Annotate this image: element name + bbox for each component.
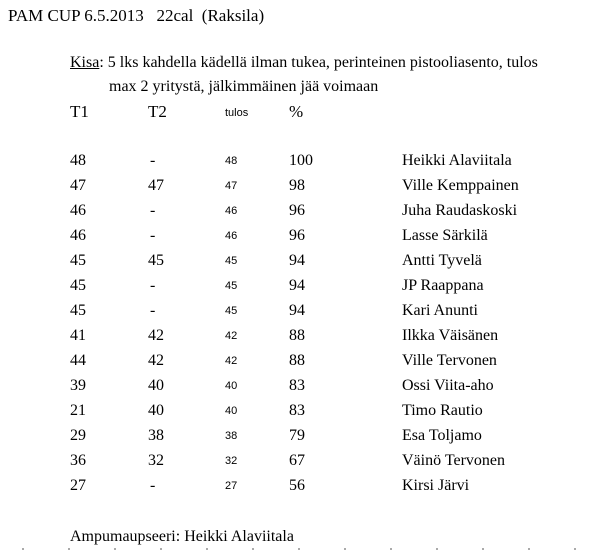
cell-t2: 38 bbox=[148, 427, 164, 444]
cell-tulos: 48 bbox=[225, 155, 238, 167]
cell-t2: - bbox=[150, 227, 156, 244]
cell-t1: 29 bbox=[70, 427, 86, 444]
cell-t2: - bbox=[150, 477, 156, 494]
cell-percent: 56 bbox=[289, 477, 305, 494]
cell-t1: 47 bbox=[70, 177, 86, 194]
cell-tulos: 45 bbox=[225, 305, 238, 317]
table-row bbox=[0, 227, 604, 252]
table-row bbox=[0, 452, 604, 477]
cell-percent: 96 bbox=[289, 227, 305, 244]
cell-t1: 39 bbox=[70, 377, 86, 394]
cell-t1: 45 bbox=[70, 252, 86, 269]
cell-t2: - bbox=[150, 277, 156, 294]
cell-percent: 94 bbox=[289, 302, 305, 319]
cell-name: Ilkka Väisänen bbox=[402, 327, 499, 344]
competition-label: Kisa bbox=[70, 54, 100, 71]
cell-name: Väinö Tervonen bbox=[402, 452, 505, 469]
cell-name: Heikki Alaviitala bbox=[402, 152, 512, 169]
header-percent: % bbox=[289, 102, 304, 121]
document-title: PAM CUP 6.5.2013 22cal (Raksila) bbox=[8, 6, 265, 25]
cell-tulos: 45 bbox=[225, 280, 238, 292]
table-row bbox=[0, 202, 604, 227]
cell-t2: 45 bbox=[148, 252, 164, 269]
cell-t1: 45 bbox=[70, 302, 86, 319]
cell-t1: 45 bbox=[70, 277, 86, 294]
cell-name: Ville Kemppainen bbox=[402, 177, 519, 194]
cell-t2: - bbox=[150, 202, 156, 219]
cell-tulos: 38 bbox=[225, 430, 238, 442]
cell-name: Juha Raudaskoski bbox=[402, 202, 518, 219]
competition-description-line2: max 2 yritystä, jälkimmäinen jää voimaan bbox=[109, 78, 379, 95]
cell-tulos: 32 bbox=[225, 455, 238, 467]
cell-t1: 27 bbox=[70, 477, 86, 494]
cell-name: Kari Anunti bbox=[402, 302, 478, 319]
cell-t1: 46 bbox=[70, 227, 86, 244]
cell-name: Kirsi Järvi bbox=[402, 477, 470, 494]
cell-t1: 44 bbox=[70, 352, 86, 369]
cell-percent: 83 bbox=[289, 377, 305, 394]
cell-t1: 48 bbox=[70, 152, 86, 169]
table-row bbox=[0, 277, 604, 302]
cell-percent: 79 bbox=[289, 427, 305, 444]
cell-name: Lasse Särkilä bbox=[402, 227, 488, 244]
cell-tulos: 42 bbox=[225, 330, 238, 342]
cell-tulos: 47 bbox=[225, 180, 238, 192]
cell-tulos: 40 bbox=[225, 405, 238, 417]
competition-description bbox=[70, 54, 538, 72]
cell-name: Timo Rautio bbox=[402, 402, 483, 419]
cell-t1: 21 bbox=[70, 402, 86, 419]
table-row bbox=[0, 327, 604, 352]
header-tulos: tulos bbox=[225, 107, 249, 119]
cell-t1: 46 bbox=[70, 202, 86, 219]
cell-name: JP Raappana bbox=[402, 277, 484, 294]
table-row bbox=[0, 427, 604, 452]
cell-percent: 94 bbox=[289, 277, 305, 294]
cell-name: Antti Tyvelä bbox=[402, 252, 482, 269]
cell-tulos: 40 bbox=[225, 380, 238, 392]
cell-percent: 98 bbox=[289, 177, 305, 194]
cell-t1: 36 bbox=[70, 452, 86, 469]
cell-percent: 94 bbox=[289, 252, 305, 269]
table-row bbox=[0, 377, 604, 402]
cell-tulos: 46 bbox=[225, 230, 238, 242]
cell-percent: 83 bbox=[289, 402, 305, 419]
cell-name: Esa Toljamo bbox=[402, 427, 482, 444]
table-row bbox=[0, 152, 604, 177]
range-officer: Ampumaupseeri: Heikki Alaviitala bbox=[70, 528, 294, 545]
cell-t1: 41 bbox=[70, 327, 86, 344]
cell-tulos: 27 bbox=[225, 480, 238, 492]
cell-tulos: 45 bbox=[225, 255, 238, 267]
cell-name: Ossi Viita-aho bbox=[402, 377, 494, 394]
cell-t2: 42 bbox=[148, 352, 164, 369]
table-row bbox=[0, 177, 604, 202]
cell-t2: - bbox=[150, 302, 156, 319]
cell-percent: 88 bbox=[289, 327, 305, 344]
cell-t2: 47 bbox=[148, 177, 164, 194]
cell-t2: 32 bbox=[148, 452, 164, 469]
table-row bbox=[0, 477, 604, 502]
header-t2: T2 bbox=[148, 102, 167, 121]
competition-description-line1: : 5 lks kahdella kädellä ilman tukea, perinteinen pistooliasento, tulos bbox=[99, 54, 538, 71]
cell-name: Ville Tervonen bbox=[402, 352, 497, 369]
table-row bbox=[0, 252, 604, 277]
table-row bbox=[0, 302, 604, 327]
cell-percent: 88 bbox=[289, 352, 305, 369]
cell-tulos: 46 bbox=[225, 205, 238, 217]
cell-t2: - bbox=[150, 152, 156, 169]
table-row bbox=[0, 402, 604, 427]
cell-t2: 40 bbox=[148, 402, 164, 419]
table-row bbox=[0, 352, 604, 377]
bottom-dotted-divider bbox=[0, 548, 604, 550]
header-t1: T1 bbox=[70, 102, 89, 121]
cell-t2: 40 bbox=[148, 377, 164, 394]
cell-tulos: 42 bbox=[225, 355, 238, 367]
cell-percent: 100 bbox=[289, 152, 313, 169]
cell-percent: 67 bbox=[289, 452, 305, 469]
cell-t2: 42 bbox=[148, 327, 164, 344]
cell-percent: 96 bbox=[289, 202, 305, 219]
